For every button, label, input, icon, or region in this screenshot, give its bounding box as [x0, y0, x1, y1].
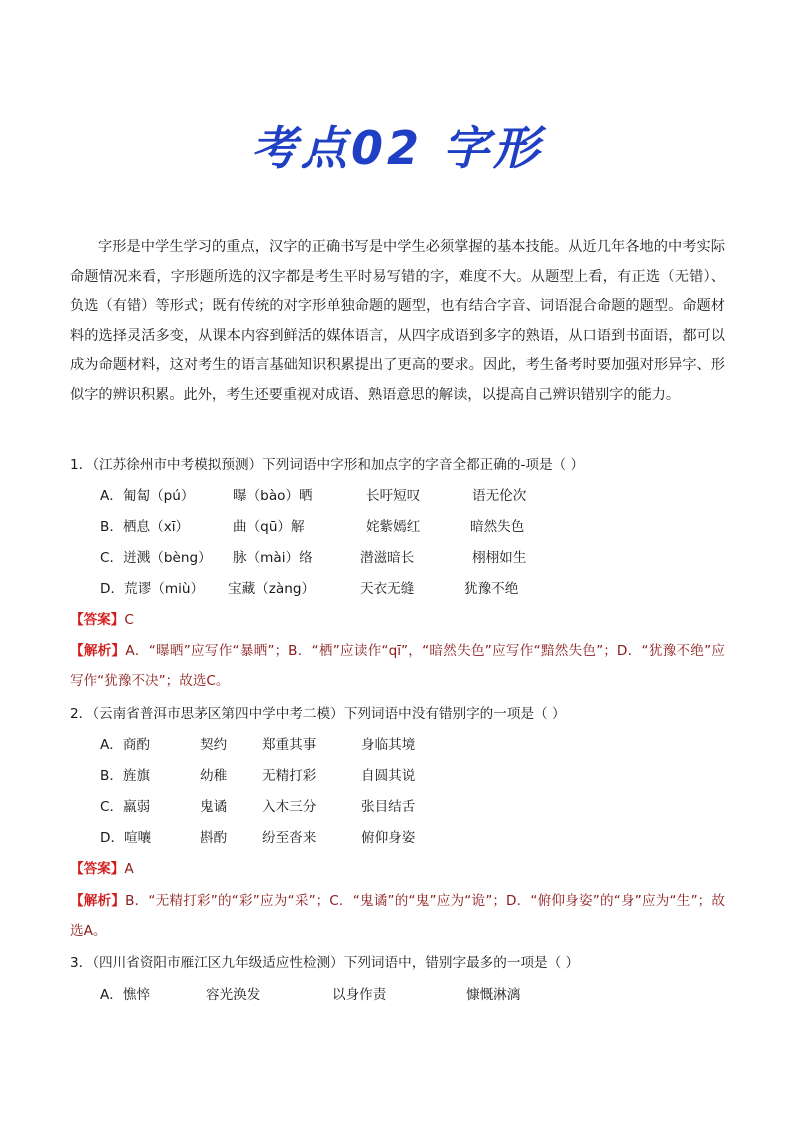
analysis-text: A．“曝晒”应写作“暴晒”；B．“栖”应读作“qī”，“暗然失色”应写作“黯然失色”；D．“犹豫不绝”应写作“犹豫不决”；故选C。: [70, 643, 726, 689]
option-text: 脉（mài）络: [233, 550, 313, 566]
answer-value: A: [124, 861, 134, 877]
question-2-stem: 2．（云南省普洱市思茅区第四中学中考二模）下列词语中没有错别字的一项是（ ）: [70, 706, 566, 722]
option-text: 慷慨淋漓: [466, 987, 521, 1003]
option-text: 姹紫嫣红: [366, 519, 421, 535]
analysis-text: B．“无精打彩”的“彩”应为“采”；C．“鬼谲”的“鬼”应为“诡”；D．“俯仰身姿”的“身”应为“生”；故选A。: [70, 893, 725, 939]
option-text: 潜滋暗长: [360, 550, 415, 566]
option-text: 无精打彩: [262, 768, 317, 784]
option-text: 鬼谲: [200, 799, 228, 815]
option-text: 天衣无缝: [360, 581, 415, 597]
option-text: 幼稚: [200, 768, 228, 784]
option-text: 犹豫不绝: [464, 581, 519, 597]
option-text: A．匍匐（pú）: [100, 488, 195, 504]
question-1-analysis: [70, 636, 725, 696]
option-text: 容光涣发: [206, 987, 261, 1003]
intro-paragraph: 字形是中学生学习的重点，汉字的正确书写是中学生必须掌握的基本技能。从近几年各地的中考实际命题情况来看，字形题所选的汉字都是考生平时易写错的字，难度不大。从题型上看，有正选（无错）、负选（有错）等形式；既有传统的对字形单独命题的题型，也有结合字音、词语混合命题的题型。命题材料的选择灵活多变，从课本内容到鲜活的媒体语言，从四字成语到多字的熟语，从口语到书面语，都可以成为命题材料，这对考生的语言基础知识积累提出了更高的要求。因此，考生备考时要加强对形异字、形似字的辨识积累。此外，考生还要重视对成语、熟语意思的解读，以提高自己辨识错别字的能力。: [70, 239, 725, 403]
question-3-stem: 3．（四川省资阳市雁江区九年级适应性检测）下列词语中，错别字最多的一项是（ ）: [70, 955, 580, 971]
answer-value: C: [124, 612, 134, 628]
question-2-answer: [70, 859, 134, 879]
option-text: 暗然失色: [470, 519, 525, 535]
option-text: 郑重其事: [262, 737, 317, 753]
option-text: C．羸弱: [100, 799, 151, 815]
option-text: 栩栩如生: [472, 550, 527, 566]
analysis-tag: 【解析】: [70, 893, 126, 909]
option-text: 俯仰身姿: [361, 830, 416, 846]
option-text: 张目结舌: [361, 799, 416, 815]
option-text: 曝（bào）晒: [233, 488, 313, 504]
question-1-stem: 1．（江苏徐州市中考模拟预测）下列词语中字形和加点字的字音全都正确的-项是（ ）: [70, 457, 585, 473]
option-text: 斟酌: [200, 830, 228, 846]
answer-tag: 【答案】: [70, 861, 125, 877]
option-text: 曲（qū）解: [233, 519, 305, 535]
option-text: 以身作责: [332, 987, 387, 1003]
option-text: 入木三分: [262, 799, 317, 815]
option-text: B．栖息（xī）: [100, 519, 190, 535]
option-text: 身临其境: [361, 737, 416, 753]
option-text: 语无伦次: [472, 488, 527, 504]
option-text: C．迸溅（bèng）: [100, 550, 212, 566]
question-1-answer: [70, 610, 134, 630]
option-text: B．旌旗: [100, 768, 151, 784]
option-text: D．荒谬（miù）: [100, 581, 205, 597]
option-text: D．喧嚷: [100, 830, 152, 846]
page-title: 考点02 字形: [250, 121, 544, 175]
option-text: 自圆其说: [361, 768, 416, 784]
answer-tag: 【答案】: [70, 612, 125, 628]
option-text: A．憔悴: [100, 987, 151, 1003]
option-text: 纷至沓来: [262, 830, 317, 846]
option-text: 契约: [200, 737, 228, 753]
question-2-analysis: [70, 886, 725, 946]
option-text: 长吁短叹: [366, 488, 421, 504]
option-text: 宝藏（zàng）: [228, 581, 316, 597]
option-text: A．商酌: [100, 737, 151, 753]
analysis-tag: 【解析】: [70, 643, 126, 659]
